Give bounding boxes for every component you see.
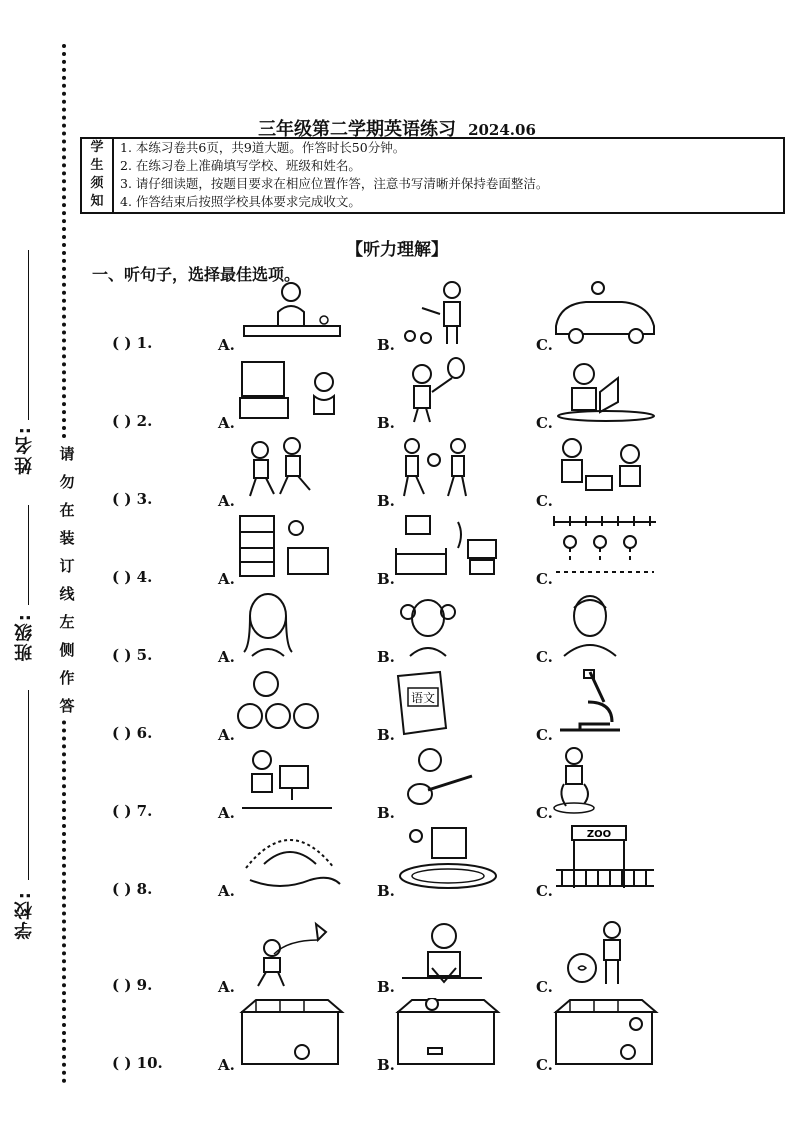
note-char: 装 <box>59 529 75 547</box>
option-a-label[interactable]: A. <box>218 336 235 354</box>
question-number: ( ) 5. <box>112 646 153 664</box>
note-char: 勿 <box>59 473 75 491</box>
boy-model-plane-icon <box>392 920 502 990</box>
question-row <box>0 436 794 514</box>
option-c-label[interactable]: C. <box>536 648 553 666</box>
kids-chess-icon <box>550 434 660 504</box>
notice-item: 1. 本练习卷共6页，共9道大题。作答时长50分钟。 <box>120 140 406 155</box>
boy-hopping-icon <box>550 746 660 816</box>
question-number: ( ) 10. <box>112 1054 163 1072</box>
watching-tv-icon <box>236 356 346 426</box>
girl-kite-icon <box>236 920 346 990</box>
boy-guitar-icon <box>392 746 502 816</box>
garden-icon <box>550 512 660 582</box>
option-a-label[interactable]: A. <box>218 804 235 822</box>
question-number: ( ) 4. <box>112 568 153 586</box>
question-number: ( ) 7. <box>112 802 153 820</box>
man-icon <box>550 590 660 660</box>
option-a-label[interactable]: A. <box>218 414 235 432</box>
balls-icon <box>236 668 346 738</box>
section-heading: 【听力理解】 <box>346 240 448 260</box>
washing-dishes-icon <box>236 278 346 348</box>
option-c-label[interactable]: C. <box>536 726 553 744</box>
option-c-label[interactable]: C. <box>536 570 553 588</box>
option-a-label[interactable]: A. <box>218 1056 235 1074</box>
kids-football-icon <box>392 434 502 504</box>
option-a-label[interactable]: A. <box>218 726 235 744</box>
question-number: ( ) 2. <box>112 412 153 430</box>
question-row <box>0 280 794 358</box>
option-a-label[interactable]: A. <box>218 882 235 900</box>
option-b-label[interactable]: B. <box>377 570 395 588</box>
exam-title: 三年级第二学期英语练习 <box>258 119 457 140</box>
book-label: 语文 <box>410 691 436 705</box>
notice-item: 4. 作答结束后按照学校具体要求完成收文。 <box>120 194 361 209</box>
option-c-label[interactable]: C. <box>536 882 553 900</box>
question-row <box>0 514 794 592</box>
notice-side-label <box>82 139 114 212</box>
boy-computer-icon <box>236 746 346 816</box>
option-a-label[interactable]: A. <box>218 570 235 588</box>
option-c-label[interactable]: C. <box>536 1056 553 1074</box>
question-row <box>0 358 794 436</box>
question-number: ( ) 1. <box>112 334 153 352</box>
question-row <box>0 826 794 904</box>
kids-running-icon <box>236 434 346 504</box>
microscope-icon <box>550 668 660 738</box>
school-label: 学校: <box>14 890 35 940</box>
question-row <box>0 670 794 748</box>
chinese-book-icon <box>392 668 502 738</box>
question-row <box>0 1000 794 1078</box>
playing-tennis-icon <box>392 356 502 426</box>
option-b-label[interactable]: B. <box>377 414 395 432</box>
note-char: 线 <box>59 585 75 603</box>
question-number: ( ) 3. <box>112 490 153 508</box>
animal-beside-box-icon <box>550 998 660 1068</box>
notice-item: 3. 请仔细读题，按题目要求在相应位置作答，注意书写清晰并保持卷面整洁。 <box>120 176 549 191</box>
park-bridge-icon <box>236 824 346 894</box>
student-notice-box <box>80 137 785 214</box>
note-char: 请 <box>59 445 75 463</box>
question-row <box>0 592 794 670</box>
animal-in-box-icon <box>236 998 346 1068</box>
option-c-label[interactable]: C. <box>536 804 553 822</box>
option-a-label[interactable]: A. <box>218 978 235 996</box>
washing-car-icon <box>550 278 660 348</box>
option-b-label[interactable]: B. <box>377 726 395 744</box>
note-char: 作 <box>59 669 75 687</box>
zoo-sign-text: ZOO <box>586 829 612 840</box>
note-char: 在 <box>59 501 75 519</box>
option-b-label[interactable]: B. <box>377 336 395 354</box>
notice-side-char: 须 <box>90 176 104 191</box>
question-number: ( ) 9. <box>112 976 153 994</box>
question-number: ( ) 6. <box>112 724 153 742</box>
question-row <box>0 748 794 826</box>
reading-book-icon <box>550 356 660 426</box>
option-a-label[interactable]: A. <box>218 648 235 666</box>
note-char: 左 <box>59 613 75 631</box>
note-char: 答 <box>59 697 75 715</box>
option-b-label[interactable]: B. <box>377 882 395 900</box>
class-label: 班级: <box>14 612 35 662</box>
name-label: 姓名: <box>14 425 35 475</box>
option-c-label[interactable]: C. <box>536 414 553 432</box>
animal-on-box-icon <box>392 998 502 1068</box>
option-c-label[interactable]: C. <box>536 978 553 996</box>
option-c-label[interactable]: C. <box>536 492 553 510</box>
school-playground-icon <box>392 824 502 894</box>
option-b-label[interactable]: B. <box>377 648 395 666</box>
notice-side-char: 知 <box>90 194 104 209</box>
option-b-label[interactable]: B. <box>377 1056 395 1074</box>
notice-side-char: 生 <box>90 158 104 173</box>
living-room-icon <box>392 512 502 582</box>
note-char: 订 <box>59 557 75 575</box>
boy-feeding-fish-icon <box>550 920 660 990</box>
girl-icon <box>392 590 502 660</box>
exam-date: 2024.06 <box>468 121 536 139</box>
watering-flowers-icon <box>392 278 502 348</box>
zoo-icon <box>550 824 660 894</box>
note-char: 侧 <box>59 641 75 659</box>
option-b-label[interactable]: B. <box>377 804 395 822</box>
woman-icon <box>236 590 346 660</box>
question-number: ( ) 8. <box>112 880 153 898</box>
part-one-title: 一、听句子，选择最佳选项。 <box>92 265 301 284</box>
notice-item: 2. 在练习卷上准确填写学校、班级和姓名。 <box>120 158 361 173</box>
option-b-label[interactable]: B. <box>377 978 395 996</box>
option-b-label[interactable]: B. <box>377 492 395 510</box>
notice-side-char: 学 <box>90 140 104 155</box>
option-a-label[interactable]: A. <box>218 492 235 510</box>
question-row <box>0 922 794 1000</box>
option-c-label[interactable]: C. <box>536 336 553 354</box>
study-room-icon <box>236 512 346 582</box>
